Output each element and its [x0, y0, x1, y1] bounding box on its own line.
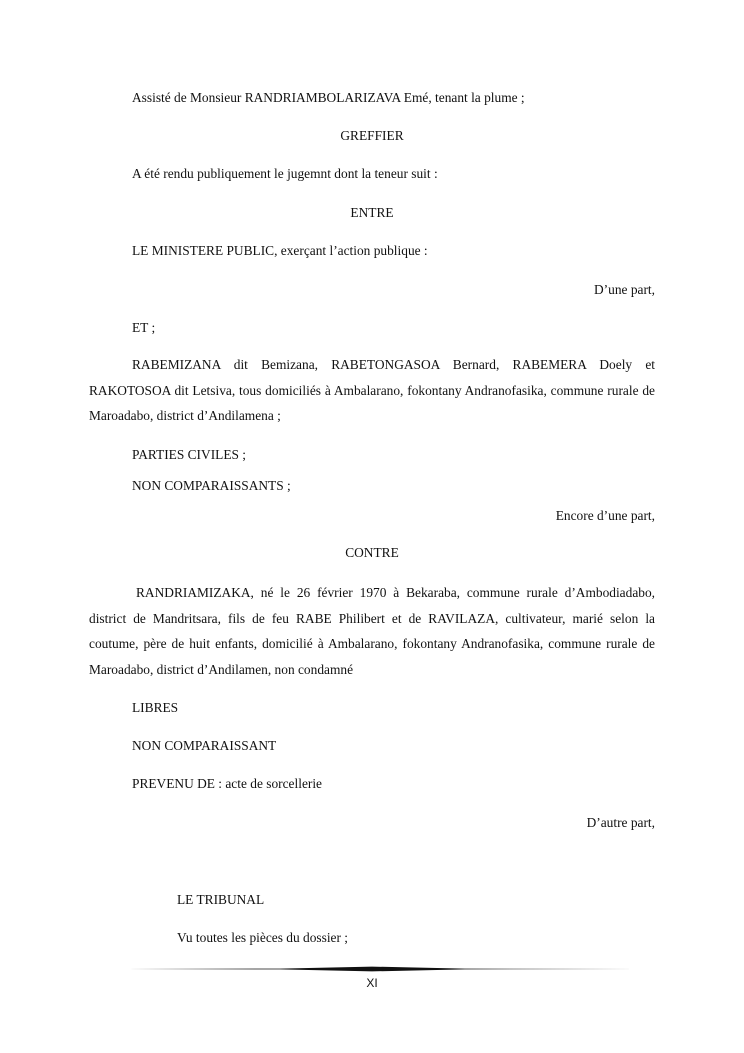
non-comparaissant-line: NON COMPARAISSANT — [132, 738, 277, 753]
parties-civiles-line: PARTIES CIVILES ; — [132, 447, 247, 462]
et-line: ET ; — [132, 320, 156, 335]
vu-line: Vu toutes les pièces du dossier ; — [177, 930, 349, 945]
encore-dune-part-line: Encore d’une part, — [555, 508, 655, 523]
page-number: XI — [366, 976, 378, 990]
footer-rule — [100, 966, 645, 972]
dautre-part-line: D’autre part, — [586, 815, 655, 830]
libres-line: LIBRES — [132, 700, 179, 715]
prevenu-paragraph: RANDRIAMIZAKA, né le 26 février 1970 à Bekaraba, commune rurale d’Ambodiadabo, district de Mandritsara, fils de feu RABE Philibert et de RAVILAZA, cultivateur, marié selon la coutume, père de huit enfants, domicilié à Ambalarano, fokontany Andranofasika, commune rurale de Maroadabo, district d’Andilamen, non condamné — [89, 585, 655, 677]
non-comparaissants-line: NON COMPARAISSANTS ; — [132, 478, 291, 493]
rendu-line: A été rendu publiquement le jugemnt dont la teneur suit : — [132, 166, 438, 181]
tribunal-heading: LE TRIBUNAL — [177, 892, 265, 907]
ministere-line: LE MINISTERE PUBLIC, exerçant l’action publique : — [132, 243, 428, 258]
greffier-heading: GREFFIER — [340, 128, 404, 143]
parties-paragraph: RABEMIZANA dit Bemizana, RABETONGASOA Bernard, RABEMERA Doely et RAKOTOSOA dit Letsiva, tous domiciliés à Ambalarano, fokontany Andranofasika, commune rurale de Maroadabo, district d’Andilamena ; — [89, 357, 655, 423]
entre-heading: ENTRE — [350, 205, 394, 220]
assiste-line: Assisté de Monsieur RANDRIAMBOLARIZAVA Emé, tenant la plume ; — [132, 90, 525, 105]
dune-part-line: D’une part, — [594, 282, 655, 297]
contre-heading: CONTRE — [345, 545, 399, 560]
prevenu-de-line: PREVENU DE : acte de sorcellerie — [132, 776, 323, 791]
